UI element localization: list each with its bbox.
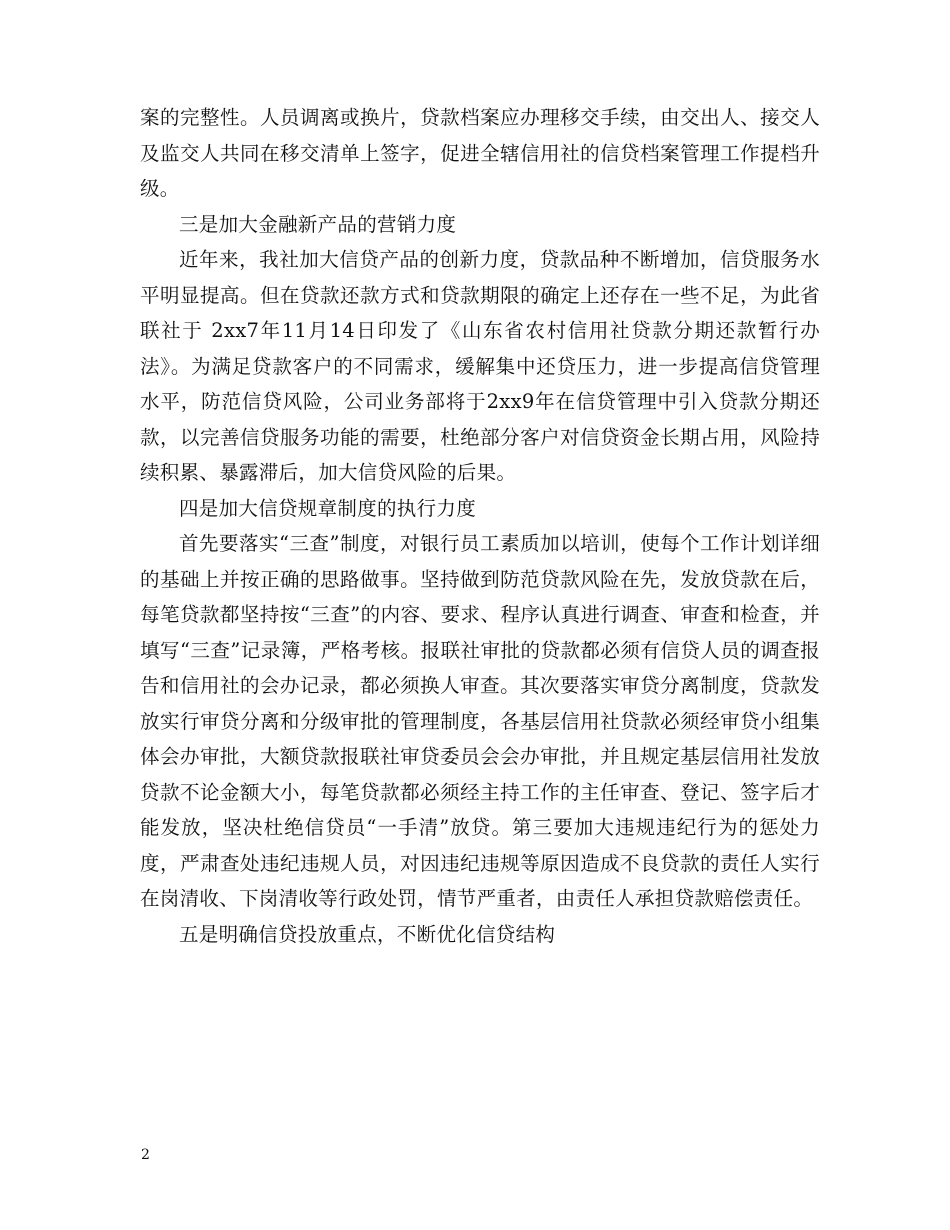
document-body — [140, 100, 820, 952]
paragraph-continuation: 案的完整性。人员调离或换片，贷款档案应办理移交手续，由交出人、接交人及监交人共同在移交清单上签字，促进全辖信用社的信贷档案管理工作提档升级。 — [140, 106, 820, 200]
paragraph-regulations: 首先要落实“三查”制度，对银行员工素质加以培训，使每个工作计划详细的基础上并按正确的思路做事。坚持做到防范贷款风险在先，发放贷款在后，每笔贷款都坚持按“三查”的内容、要求、程序认真进行调查、审查和检查，并填写“三查”记录簿，严格考核。报联社审批的贷款都必须有信贷人员的调查报告和信用社的会办记录，都必须换人审查。其次要落实审贷分离制度，贷款发放实行审贷分离和分级审批的管理制度，各基层信用社贷款必须经审贷小组集体会办审批，大额贷款报联社审贷委员会会办审批，并且规定基层信用社发放贷款不论金额大小，每笔贷款都必须经主持工作的主任审查、登记、签字后才能发放，坚决杜绝信贷员“一手清”放贷。第三要加大违规违纪行为的惩处力度，严肃查处违纪违规人员，对因违纪违规等原因造成不良贷款的责任人实行在岗清收、下岗清收等行政处罚，情节严重者，由责任人承担贷款赔偿责任。 — [140, 532, 820, 910]
paragraph-loan-products: 近年来，我社加大信贷产品的创新力度，贷款品种不断增加，信贷服务水平明显提高。但在贷款还款方式和贷款期限的确定上还存在一些不足，为此省联社于 2xx7年11月14日印发了《山东省农村信用社贷款分期还款暂行办法》。为满足贷款客户的不同需求，缓解集中还贷压力，进一步提高信贷管理水平，防范信贷风险，公司业务部将于2xx9年在信贷管理中引入贷款分期还款，以完善信贷服务功能的需要，杜绝部分客户对信贷资金长期占用，风险持续积累、暴露滞后，加大信贷风险的后果。 — [140, 248, 820, 484]
section-heading-4: 四是加大信贷规章制度的执行力度 — [179, 496, 477, 520]
page-number: 2 — [141, 1147, 150, 1163]
section-heading-3: 三是加大金融新产品的营销力度 — [179, 212, 457, 236]
section-heading-5: 五是明确信贷投放重点，不断优化信贷结构 — [179, 922, 556, 946]
